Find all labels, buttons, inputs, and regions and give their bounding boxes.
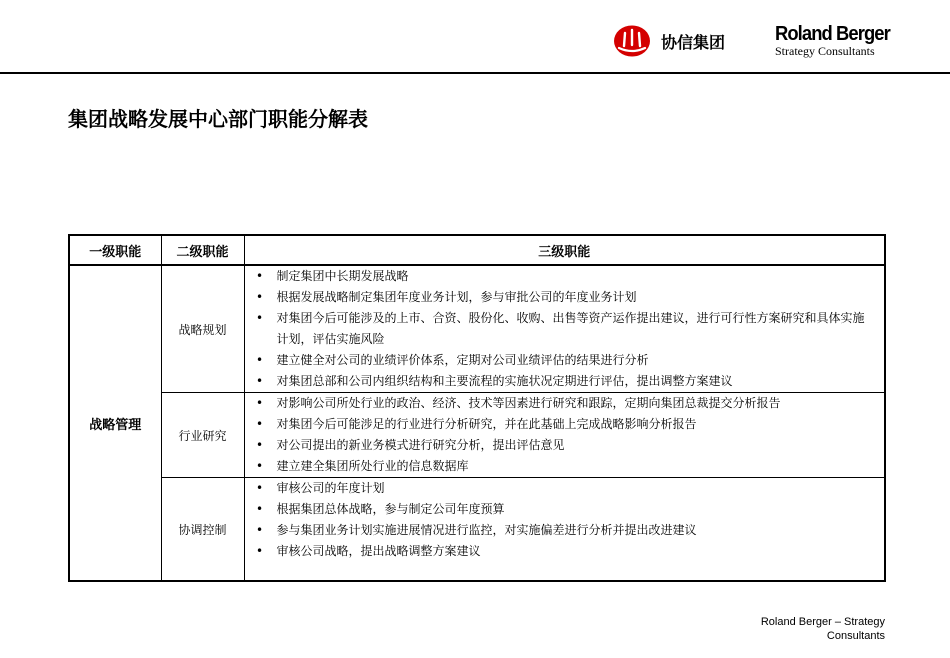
bullet-icon: • [255,353,264,367]
level1-cell: 战略管理 [69,265,161,581]
list-item [245,266,885,287]
table-row [69,478,885,582]
function-table [68,234,886,582]
bullet-icon: • [255,459,264,473]
brand-name: 协信集团 [661,33,726,52]
table-row [69,393,885,478]
table-header-row [69,235,885,265]
level3-cell [244,393,885,478]
table-row [69,265,885,393]
bullet-icon: • [255,544,264,558]
roland-berger-logo [775,23,890,58]
bullet-icon: • [255,311,264,325]
bullet-icon: • [255,269,264,283]
header-level3: 三级职能 [244,235,885,265]
bullet-icon: • [255,417,264,431]
list-item [245,478,885,499]
level3-list [245,393,885,477]
bullet-icon: • [255,481,264,495]
list-item-text: 建立建全集团所处行业的信息数据库 [276,459,469,473]
list-item [245,371,885,392]
list-item [245,350,885,371]
list-item [245,541,885,562]
header-level1: 一级职能 [69,235,161,265]
list-item [245,456,885,477]
level3-list [245,266,885,392]
level2-cell: 战略规划 [161,265,244,393]
bullet-icon: • [255,374,264,388]
level3-cell [244,265,885,393]
footer-text: Roland Berger – Strategy Consultants [760,616,885,642]
list-item [245,393,885,414]
list-item-text: 参与集团业务计划实施进展情况进行监控，对实施偏差进行分析并提出改进建议 [276,523,697,537]
level3-list [245,478,885,562]
bullet-icon: • [255,523,264,537]
header-level2: 二级职能 [161,235,244,265]
list-item-text: 根据发展战略制定集团年度业务计划，参与审批公司的年度业务计划 [276,290,637,304]
bullet-icon: • [255,438,264,452]
list-item-text: 对公司提出的新业务模式进行研究分析，提出评估意见 [276,438,565,452]
list-item [245,414,885,435]
list-item [245,520,885,541]
list-item [245,499,885,520]
list-item-text: 制定集团中长期发展战略 [276,269,409,283]
header-divider [0,72,950,74]
list-item-text: 建立健全对公司的业绩评价体系，定期对公司业绩评估的结果进行分析 [276,353,649,367]
level2-cell: 协调控制 [161,478,244,582]
list-item-text: 对集团今后可能涉足的行业进行分析研究，并在此基础上完成战略影响分析报告 [276,417,697,431]
rb-logo-name: Roland Berger [775,23,890,45]
list-item-text: 对影响公司所处行业的政治、经济、技术等因素进行研究和跟踪，定期向集团总裁提交分析报告 [276,396,781,410]
xinxin-logo-icon [613,25,651,57]
bullet-icon: • [255,396,264,410]
list-item-text: 审核公司的年度计划 [276,481,385,495]
level2-cell: 行业研究 [161,393,244,478]
list-item [245,435,885,456]
bullet-icon: • [255,502,264,516]
list-item-text: 审核公司战略，提出战略调整方案建议 [276,544,481,558]
level3-cell [244,478,885,582]
bullet-icon: • [255,290,264,304]
rb-logo-subtitle: Strategy Consultants [775,44,875,58]
list-item-text: 根据集团总体战略，参与制定公司年度预算 [276,502,505,516]
list-item-text: 对集团总部和公司内组织结构和主要流程的实施状况定期进行评估，提出调整方案建议 [276,374,733,388]
list-item [245,308,885,350]
page-title: 集团战略发展中心部门职能分解表 [68,107,368,131]
list-item [245,287,885,308]
list-item-text: 对集团今后可能涉及的上市、合资、股份化、收购、出售等资产运作提出建议，进行可行性方案研究和具体实施计划，评估实施风险 [276,311,865,346]
